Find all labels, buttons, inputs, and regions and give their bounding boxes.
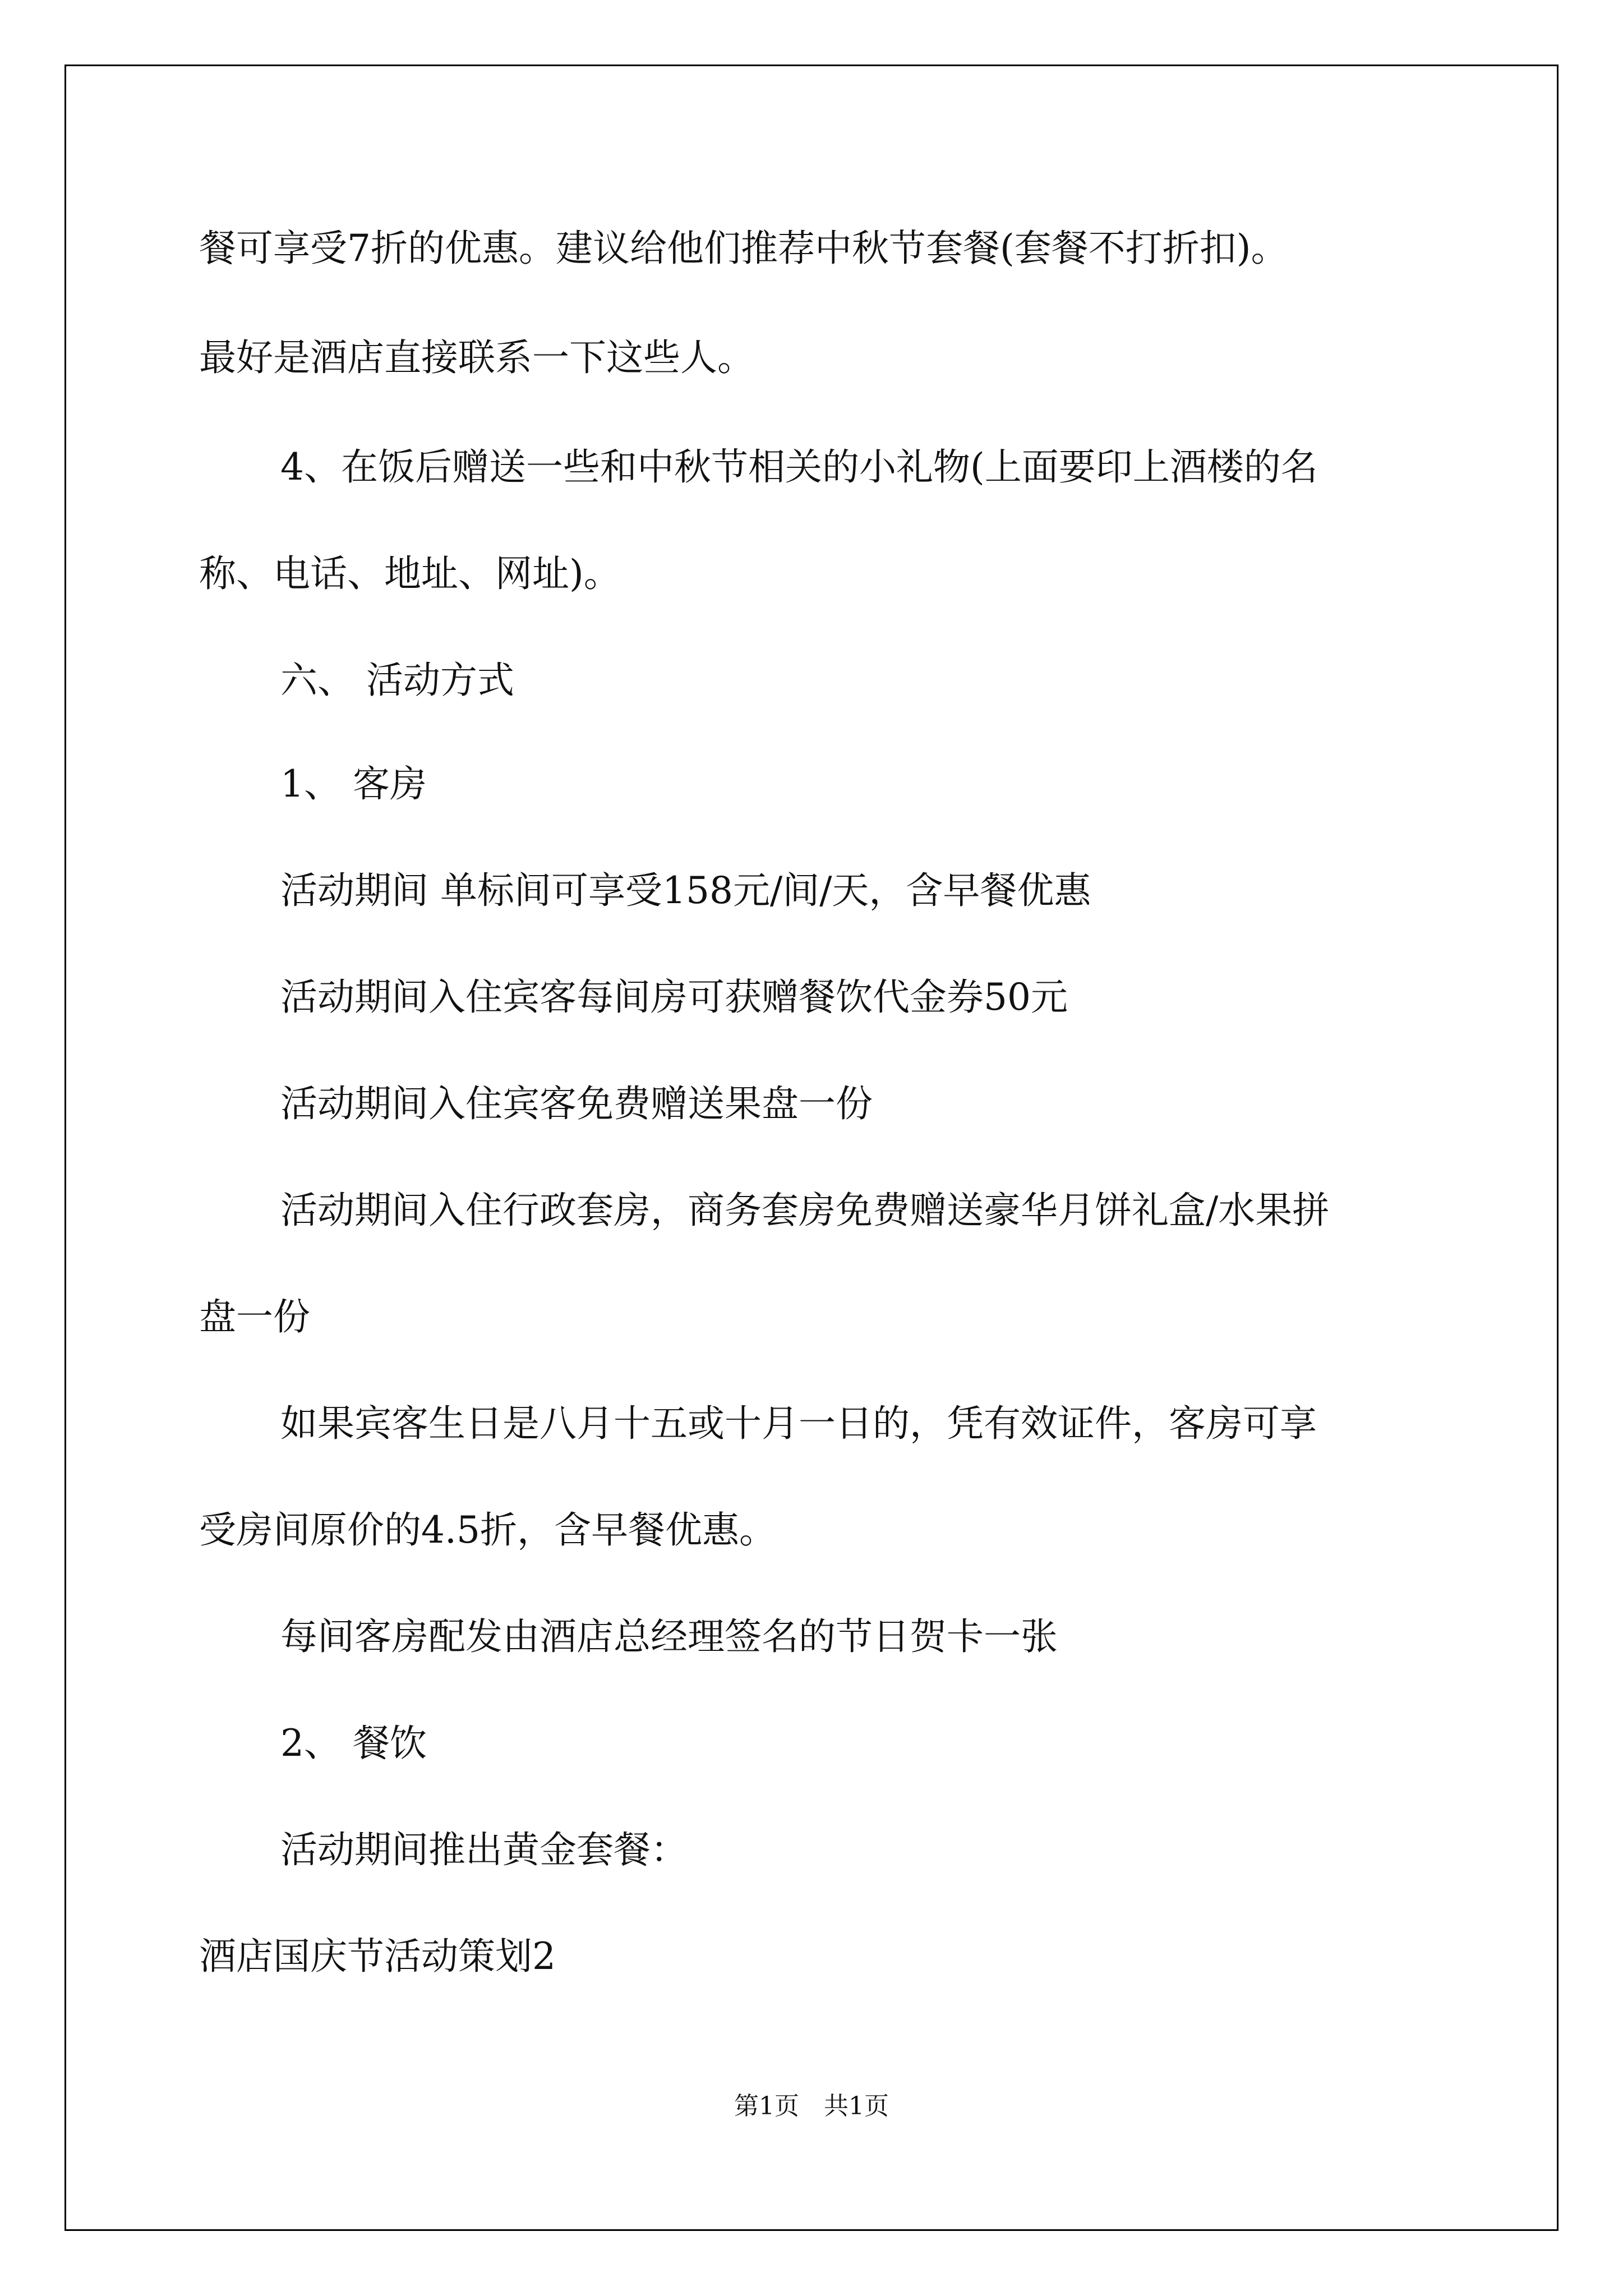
text-line-9: 活动期间入住宾客免费赠送果盘一份 — [280, 1082, 873, 1125]
page-number-footer: 第1页 共1页 — [734, 2092, 889, 2120]
text-line-8: 活动期间入住宾客每间房可获赠餐饮代金券50元 — [280, 976, 1068, 1019]
text-line-13: 受房间原价的4.5折，含早餐优惠。 — [199, 1508, 776, 1552]
text-line-2: 最好是酒店直接联系一下这些人。 — [199, 336, 754, 379]
text-line-10: 活动期间入住行政套房，商务套房免费赠送豪华月饼礼盒/水果拼 — [280, 1189, 1330, 1232]
text-line-3: 4、在饭后赠送一些和中秋节相关的小礼物(上面要印上酒楼的名 — [280, 445, 1318, 489]
subsection-heading-rooms: 1、 客房 — [280, 762, 427, 806]
subsection-heading-dining: 2、 餐饮 — [280, 1722, 427, 1765]
page-border — [64, 65, 1559, 2231]
text-line-7: 活动期间 单标间可享受158元/间/天，含早餐优惠 — [280, 869, 1091, 912]
text-line-16: 活动期间推出黄金套餐： — [280, 1828, 688, 1871]
text-line-1: 餐可享受7折的优惠。建议给他们推荐中秋节套餐(套餐不打折扣)。 — [199, 227, 1288, 270]
section-heading-6: 六、 活动方式 — [280, 659, 514, 702]
text-line-17: 酒店国庆节活动策划2 — [199, 1935, 556, 1978]
text-line-4: 称、电话、地址、网址)。 — [199, 552, 621, 595]
text-line-11: 盘一份 — [199, 1295, 310, 1338]
text-line-14: 每间客房配发由酒店总经理签名的节日贺卡一张 — [280, 1615, 1058, 1658]
text-line-12: 如果宾客生日是八月十五或十月一日的，凭有效证件，客房可享 — [280, 1402, 1317, 1445]
